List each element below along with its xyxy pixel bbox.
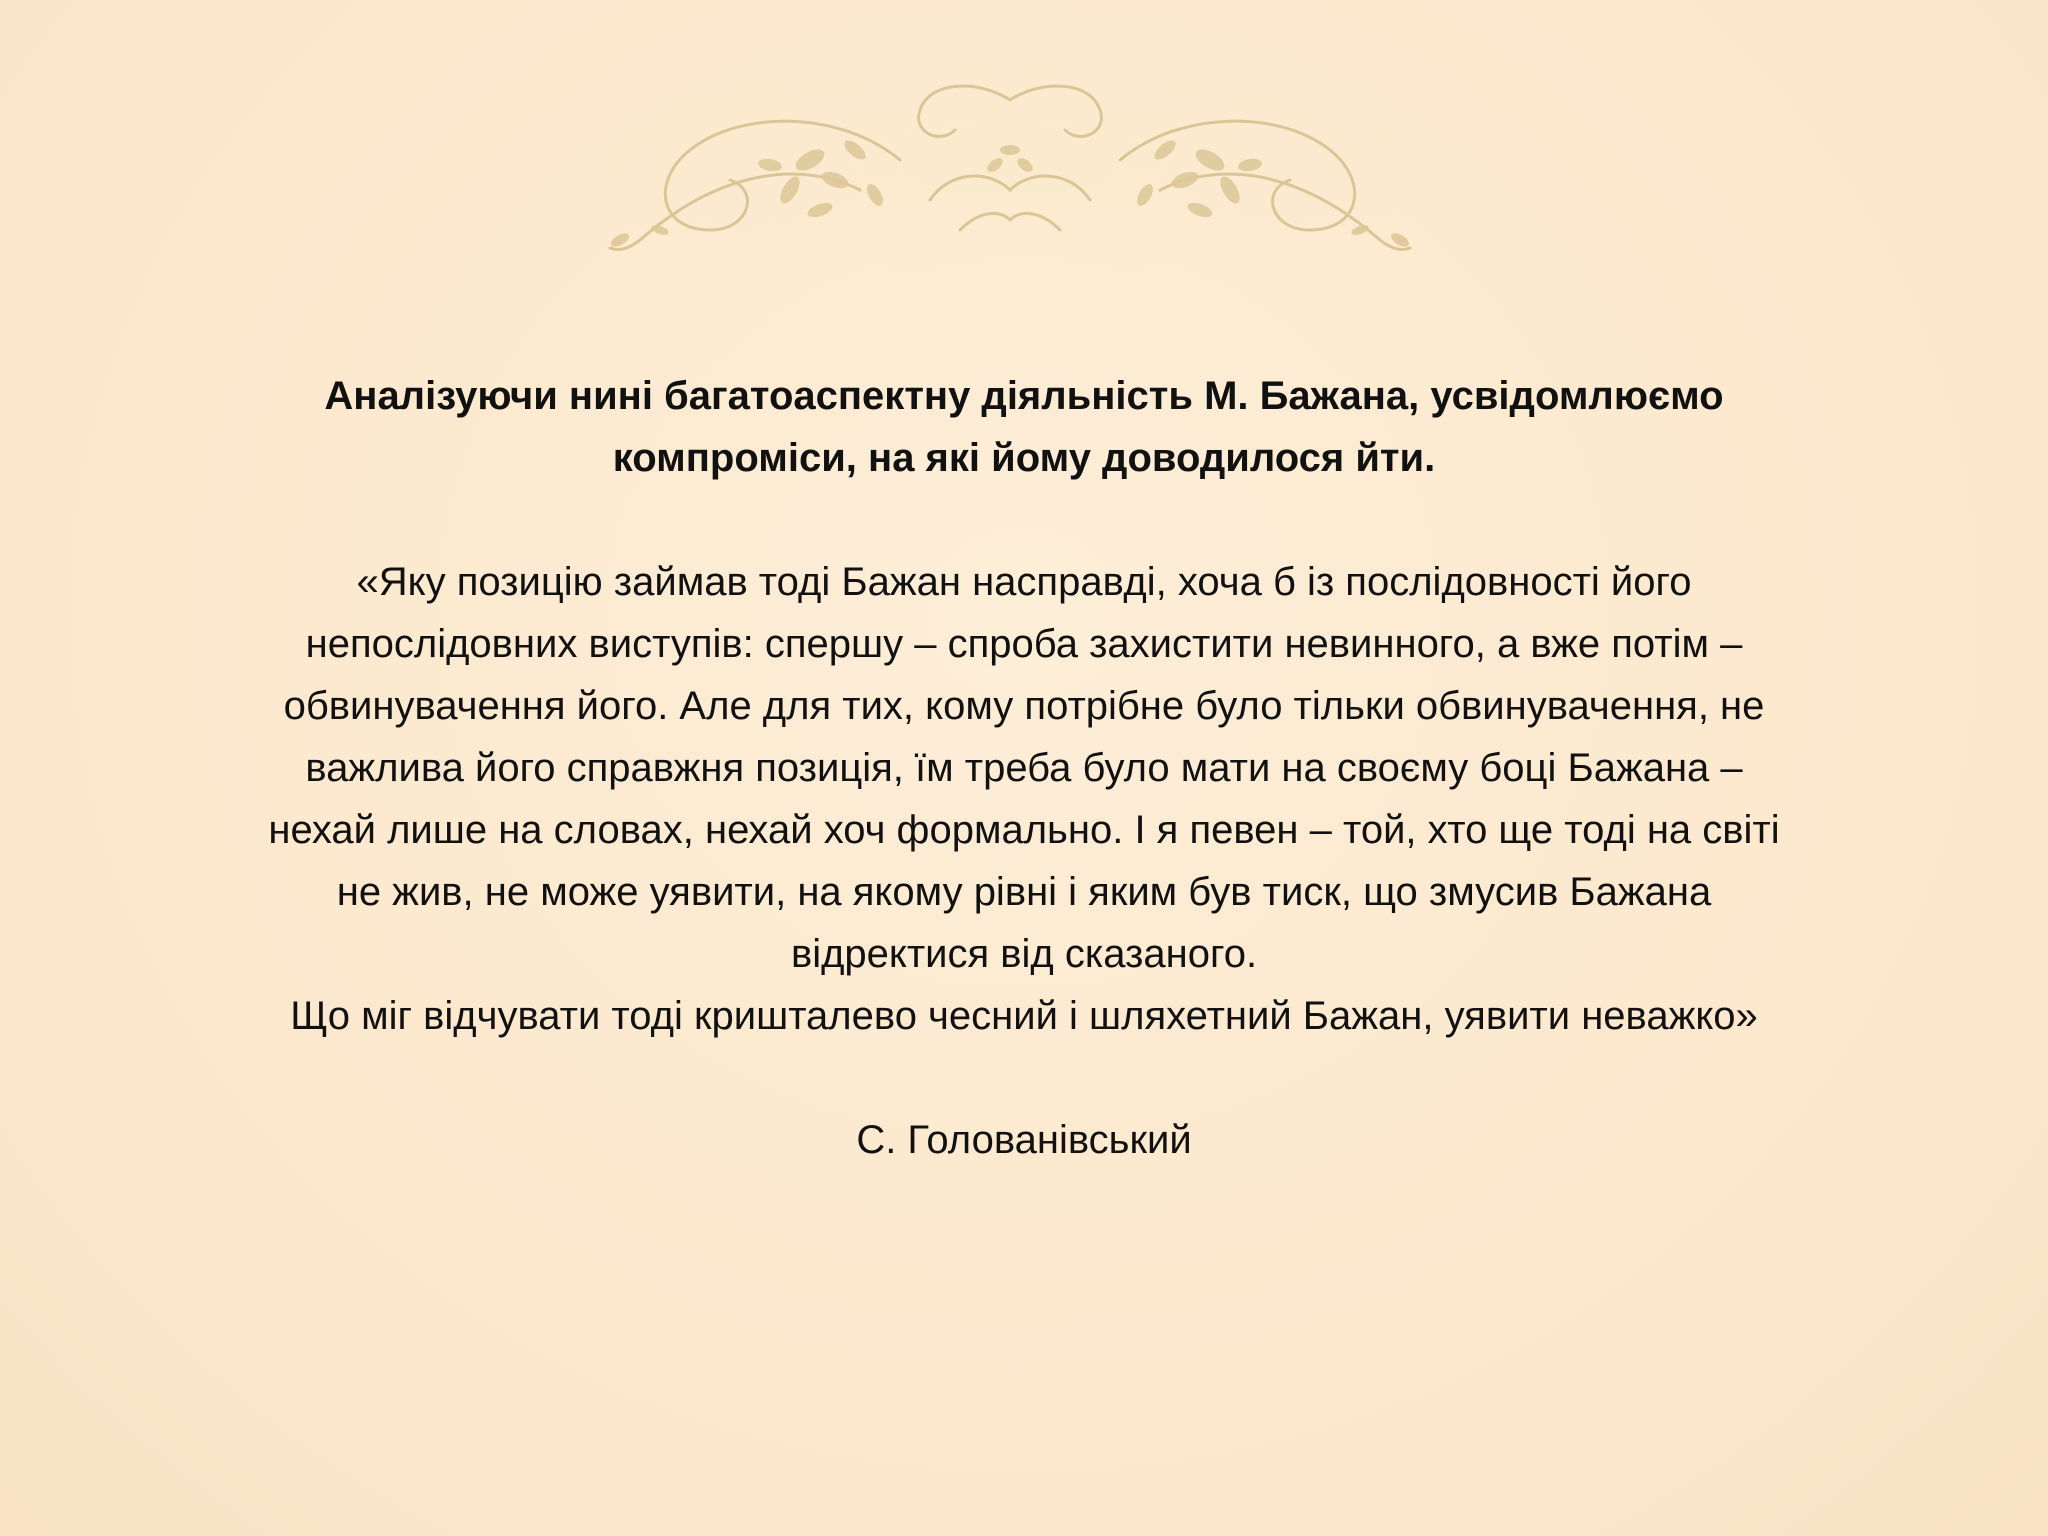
quote-line: відректися від сказаного. xyxy=(790,932,1258,976)
quote-line: не жив, не може уявити, на якому рівні і яким був тиск, що змусив Бажана xyxy=(336,870,1712,914)
quote-line: нехай лише на словах, нехай хоч формально. І я певен – той, хто ще тоді на світі xyxy=(268,808,1780,852)
floral-ornament-icon xyxy=(600,70,1420,270)
text-block xyxy=(120,365,1928,1171)
heading-line: компроміси, на які йому доводилося йти. xyxy=(612,436,1436,480)
heading xyxy=(120,365,1928,489)
quote-line: Що міг відчувати тоді кришталево чесний і шляхетний Бажан, уявити неважко» xyxy=(290,994,1758,1038)
quote xyxy=(120,551,1928,1047)
quote-line: важлива його справжня позиція, їм треба було мати на своєму боці Бажана – xyxy=(305,746,1743,790)
heading-line: Аналізуючи нині багатоаспектну діяльність М. Бажана, усвідомлюємо xyxy=(324,374,1724,418)
quote-line: «Яку позицію займав тоді Бажан насправді, хоча б із послідовності його xyxy=(356,560,1692,604)
quote-author: С. Голованівський xyxy=(856,1118,1192,1162)
quote-line: непослідовних виступів: спершу – спроба захистити невинного, а вже потім – xyxy=(305,622,1743,666)
quote-line: обвинувачення його. Але для тих, кому потрібне було тільки обвинувачення, не xyxy=(283,684,1765,728)
